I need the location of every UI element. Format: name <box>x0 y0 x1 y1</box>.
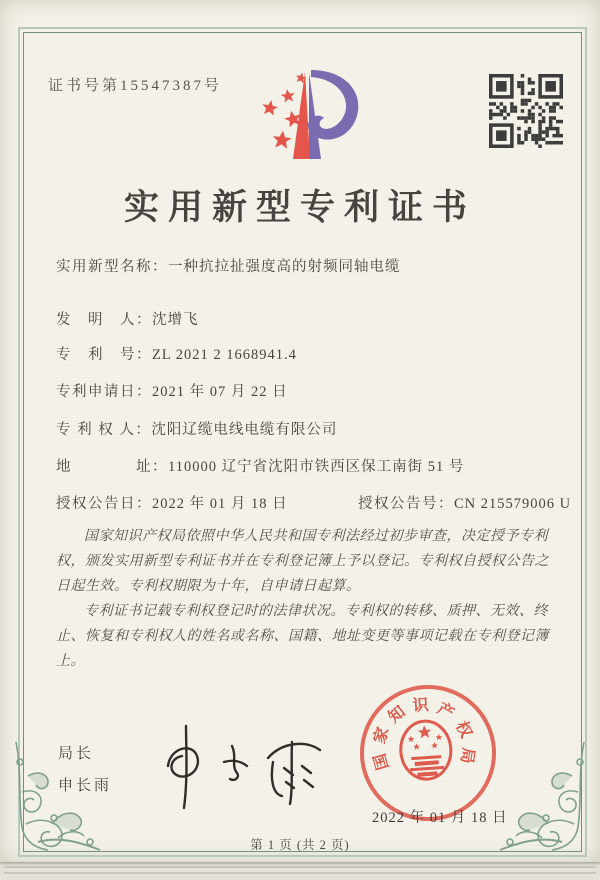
field-value: 沈增飞 <box>152 312 199 328</box>
field-row-inventor <box>56 308 556 330</box>
official-seal <box>355 680 500 825</box>
field-label: 发 明 人： <box>56 312 152 328</box>
paper-edge <box>4 872 596 874</box>
field-value: ZL 2021 2 1668941.4 <box>152 347 297 363</box>
field-label: 专 利 权 人： <box>56 422 152 438</box>
field-label: 实用新型名称： <box>56 259 168 275</box>
field-label: 地 址： <box>56 459 168 475</box>
signer-name: 申长雨 <box>58 778 113 794</box>
legal-paragraph-1: 国家知识产权局依照中华人民共和国专利法经过初步审查，决定授予专利权，颁发实用新型专利证书并在专利登记簿上予以登记。专利权自授权公告之日起生效。专利权期限为十年，自申请日起算。 <box>56 529 549 594</box>
field-row-grant <box>56 492 572 514</box>
paper-edge <box>4 866 596 868</box>
seal-date: 2022 年 01 月 18 日 <box>372 810 508 826</box>
seal-char: 知 <box>385 703 409 727</box>
grant-date-label: 授权公告日： <box>56 496 152 512</box>
field-row-patentee <box>56 418 556 440</box>
national-emblem-icon <box>395 716 458 791</box>
handwritten-signature-icon <box>140 716 330 811</box>
grant-no-value: CN 215579006 U <box>454 496 572 512</box>
seal-char: 国 <box>371 751 393 772</box>
grant-date-value: 2022 年 01 月 18 日 <box>152 496 288 512</box>
field-value: 沈阳辽缆电线电缆有限公司 <box>151 422 338 438</box>
field-row-patent-no <box>56 343 556 365</box>
field-row-filing-date <box>56 380 556 402</box>
field-row-address <box>56 455 556 477</box>
seal-char: 家 <box>371 725 393 747</box>
grant-no-pair <box>358 492 571 513</box>
page-footer: 第 1 页 (共 2 页) <box>250 838 350 852</box>
legal-text <box>56 524 556 674</box>
seal-char: 权 <box>451 719 474 742</box>
seal-char: 局 <box>457 746 477 765</box>
field-row-name <box>56 255 556 277</box>
legal-paragraph-2: 专利证书记载专利权登记时的法律状况。专利权的转移、质押、无效、终止、恢复和专利权人的姓名或名称、国籍、地址变更等事项记载在专利登记簿上。 <box>56 604 549 669</box>
field-value: 2021 年 07 月 22 日 <box>152 384 288 400</box>
certificate-title: 实用新型专利证书 <box>123 188 476 227</box>
seal-char: 产 <box>434 700 457 723</box>
field-value: 一种抗拉扯强度高的射频同轴电缆 <box>168 259 401 275</box>
certificate-number: 证书号第15547387号 <box>48 78 223 94</box>
cnipa-logo-icon <box>248 64 363 169</box>
grant-no-label: 授权公告号： <box>358 496 454 512</box>
field-label: 专利申请日： <box>56 384 152 400</box>
qr-code <box>489 74 563 148</box>
field-label: 专 利 号： <box>56 347 152 363</box>
seal-char: 识 <box>412 696 430 715</box>
green-floral-corner-icon <box>8 732 118 857</box>
signer-title: 局长 <box>58 746 95 762</box>
field-value: 110000 辽宁省沈阳市铁西区保工南街 51 号 <box>168 459 465 475</box>
green-floral-corner-icon <box>482 732 592 857</box>
